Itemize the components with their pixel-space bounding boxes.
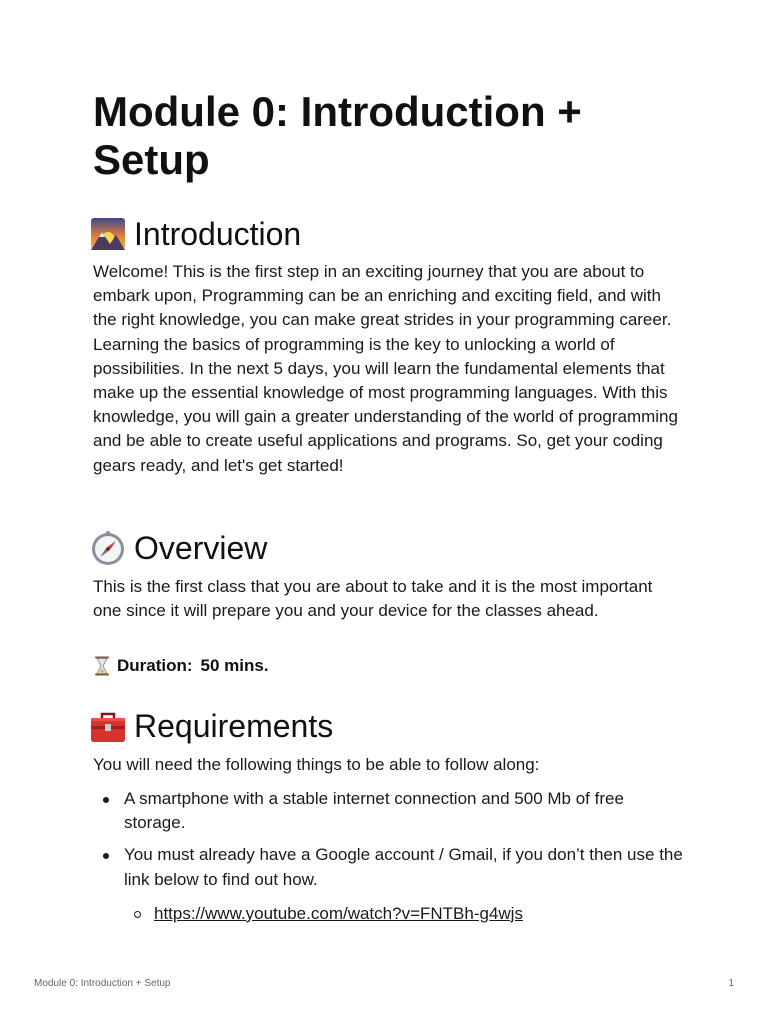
overview-paragraph: This is the first class that you are about to take and it is the most important one since it will prepare you and your device for the classes ahead.	[93, 577, 653, 621]
introduction-heading-text: Introduction	[134, 216, 302, 252]
list-item-text: You must already have a Google account / Gmail, if you don’t then use the link below to find out how.	[124, 845, 683, 889]
overview-heading-text: Overview	[134, 530, 268, 566]
hollow-bullet-icon	[134, 911, 141, 918]
requirements-heading-text: Requirements	[134, 708, 334, 744]
list-item	[93, 843, 683, 925]
duration-line	[93, 655, 269, 677]
requirements-heading	[90, 707, 333, 745]
toolbox-icon	[90, 708, 126, 744]
bullet-icon	[103, 853, 109, 859]
bullet-icon	[103, 797, 109, 803]
youtube-link[interactable]: https://www.youtube.com/watch?v=FNTBh-g4wjs	[154, 903, 523, 923]
requirements-intro: You will need the following things to be able to follow along:	[93, 755, 540, 774]
list-item	[93, 787, 683, 835]
duration-value: 50 mins.	[200, 656, 269, 675]
page-number: 1	[728, 978, 734, 989]
compass-icon	[90, 530, 126, 566]
introduction-paragraph: Welcome! This is the first step in an exciting journey that you are about to embark upon, Programming can be an enriching and exciting field, and with the right knowledge, you can make great strides in your programming career. Learning the basics of programming is the key to unlocking a world of possibilities. In the next 5 days, you will learn the fundamental elements that make up the essential knowledge of most programming languages. With this knowledge, you will gain a greater understanding of the world of programming and be able to create useful applications and programs. So, get your coding gears ready, and let's get started!	[93, 262, 678, 475]
list-item-text: A smartphone with a stable internet connection and 500 Mb of free storage.	[124, 789, 624, 833]
requirements-list	[93, 787, 683, 934]
hourglass-icon	[93, 656, 111, 676]
duration-label: Duration:	[117, 656, 193, 675]
sunrise-over-mountains-icon	[90, 216, 126, 252]
sub-list-item	[124, 902, 683, 926]
page-title: Module 0: Introduction + Setup	[93, 88, 582, 183]
footer-title: Module 0: Introduction + Setup	[34, 978, 171, 989]
introduction-heading	[90, 215, 301, 253]
sub-list	[124, 902, 683, 926]
overview-heading	[90, 529, 267, 567]
